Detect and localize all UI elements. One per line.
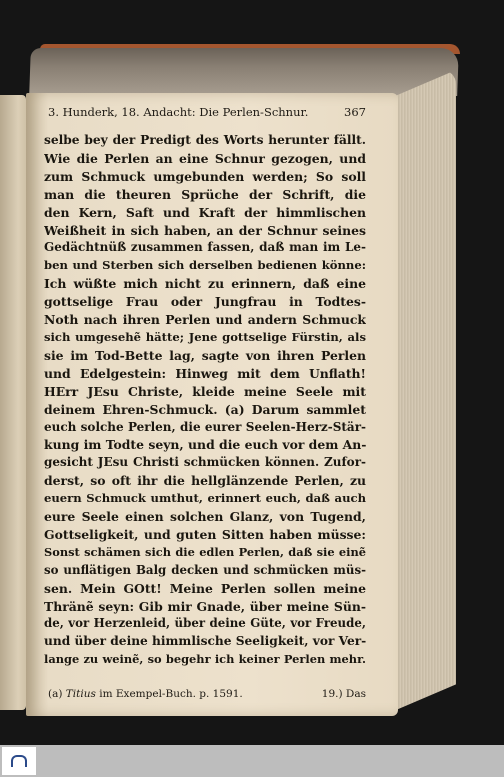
left-page: [0, 95, 26, 710]
text-line: Wie die Perlen an eine Schnur gezogen, und: [44, 150, 366, 166]
text-line: gottselige Frau oder Jungfrau in Todtes-: [44, 294, 366, 310]
text-line: ben und Sterben sich derselben bedienen könne:: [44, 258, 366, 273]
page-number: 367: [344, 105, 366, 119]
text-line: zum Schmuck umgebunden werden; So soll: [44, 168, 366, 184]
text-line: derst, so oft ihr die hellglänzende Perlen, zu: [44, 473, 366, 489]
text-line: Ich wüßte mich nicht zu erinnern, daß eine: [44, 276, 366, 292]
text-line: und Edelgestein: Hinweg mit dem Unflath!: [44, 365, 366, 381]
text-line: Gedächtnüß zusammen fassen, daß man im Le-: [44, 240, 366, 255]
text-line: Sonst schämen sich die edlen Perlen, daß sie einẽ: [44, 544, 366, 559]
text-line: de, vor Herzenleid, über deine Güte, vor Freude,: [44, 616, 366, 631]
text-line: den Kern, Saft und Kraft der himmlischen: [44, 204, 366, 220]
text-line: euern Schmuck umthut, erinnert euch, daß auch: [44, 491, 366, 506]
text-line: HErr JEsu Christe, kleide meine Seele mit: [44, 383, 366, 399]
text-line: sen. Mein GOtt! Meine Perlen sollen meine: [44, 580, 366, 596]
text-line: eure Seele einen solchen Glanz, von Tugend,: [44, 509, 366, 525]
text-line: Noth nach ihren Perlen und andern Schmuck: [44, 312, 366, 328]
running-header: [48, 105, 366, 123]
text-line: gesicht JEsu Christi schmücken können. Zufor-: [44, 455, 366, 470]
text-line: und über deine himmlische Seeligkeit, vor Ver-: [44, 634, 366, 649]
footnote-marker: (a): [48, 688, 63, 700]
text-line: kung im Todte seyn, und die euch vor dem An-: [44, 437, 366, 453]
text-line: euch solche Perlen, die eurer Seelen-Herz-Stär-: [44, 419, 366, 434]
library-logo-icon: [2, 747, 36, 775]
library-logo-mark: [11, 755, 27, 767]
text-line: selbe bey der Predigt des Worts herunter fällt.: [44, 133, 366, 147]
text-line: Weißheit in sich haben, an der Schnur seines: [44, 222, 366, 238]
text-line: Thränẽ seyn: Gib mir Gnade, über meine Sün-: [44, 598, 366, 614]
catchword: 19.) Das: [321, 688, 366, 700]
footnote-source: im Exempel-Buch. p. 1591.: [99, 688, 243, 700]
text-line: deinem Ehren-Schmuck. (a) Darum sammlet: [44, 401, 366, 417]
text-line: Gottseligkeit, und guten Sitten haben müsse:: [44, 526, 366, 542]
footnote: [48, 688, 366, 700]
footnote-reference: [48, 688, 243, 700]
text-line: so unflätigen Balg decken und schmücken müs-: [44, 562, 366, 577]
viewer-footer-bar: [0, 745, 504, 777]
text-line: sich umgesehẽ hätte; Jene gottselige Fürstin, als: [44, 329, 366, 344]
book-top-edge: [29, 48, 459, 96]
page-body-text: [44, 132, 366, 669]
footnote-author: Titius: [65, 688, 96, 700]
text-line: lange zu weinẽ, so begehr ich keiner Perlen mehr.: [44, 652, 366, 667]
running-title: 3. Hunderk, 18. Andacht: Die Perlen-Schnur.: [48, 105, 309, 119]
page-stack-edge: [396, 70, 456, 710]
text-line: man die theuren Sprüche der Schrift, die: [44, 186, 366, 202]
text-line: sie im Tod-Bette lag, sagte von ihren Perlen: [44, 347, 366, 363]
